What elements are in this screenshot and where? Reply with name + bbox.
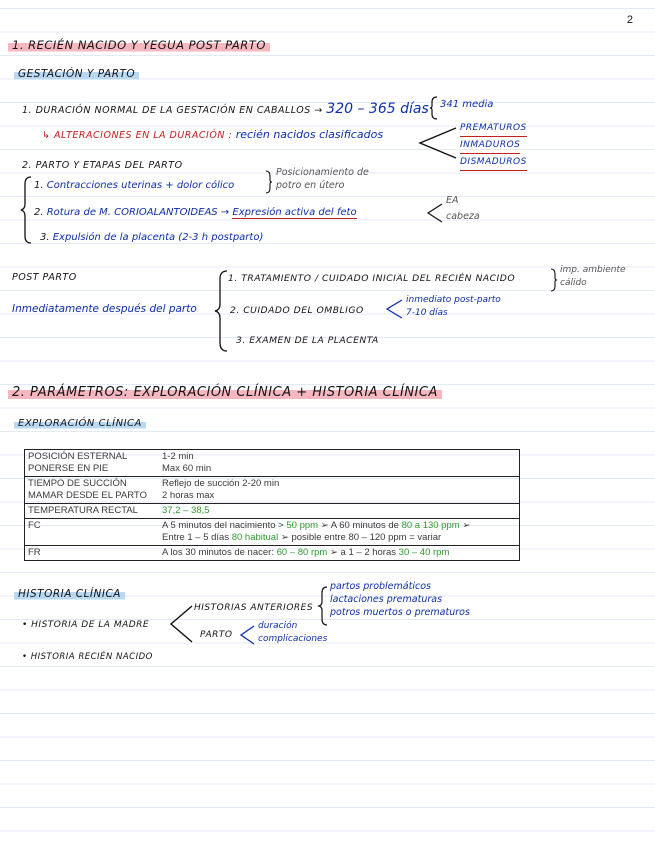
section-2-title xyxy=(8,385,442,400)
value-ponerse: Max 60 min xyxy=(162,463,212,474)
postparto-heading: POST PARTO xyxy=(12,272,77,283)
postparto-sub: Inmediatamente después del parto xyxy=(12,303,197,315)
anteriores-item-2: lactaciones prematuras xyxy=(330,594,443,605)
duracion-line xyxy=(22,101,429,117)
ea-note-1: EA xyxy=(446,195,459,206)
etapa-2 xyxy=(34,207,357,218)
table-label-cell xyxy=(25,450,160,477)
posicion-note xyxy=(276,166,369,192)
temp-note xyxy=(560,264,626,290)
historia-recien: • HISTORIA RECIÉN NACIDO xyxy=(22,652,153,662)
parto-list xyxy=(258,620,327,646)
value-fc-line-1 xyxy=(162,520,516,532)
media-note: 341 media xyxy=(440,99,494,110)
label-ponerse: PONERSE EN PIE xyxy=(28,463,109,474)
fc2-pre: Entre 1 – 5 días xyxy=(162,532,230,543)
table-value-cell xyxy=(159,546,520,561)
postparto-item-3-text: EXAMEN DE LA PLACENTA xyxy=(249,335,379,346)
parto-arrow xyxy=(238,624,256,646)
label-succion: TIEMPO DE SUCCIÓN xyxy=(28,478,127,489)
gestacion-heading-text: GESTACIÓN Y PARTO xyxy=(14,68,139,80)
ombligo-note-2: 7-10 días xyxy=(406,308,448,318)
historia-heading-text: HISTORIA CLÍNICA xyxy=(14,588,125,600)
table-row xyxy=(25,546,520,561)
fc1-a: 50 ppm xyxy=(286,520,319,531)
anteriores-item-1: partos problemáticos xyxy=(330,581,431,592)
label-temperatura: TEMPERATURA RECTAL xyxy=(25,504,160,519)
historias-anteriores: HISTORIAS ANTERIORES xyxy=(194,603,314,613)
temp-note-1: imp. ambiente xyxy=(560,265,626,275)
label-fc: FC xyxy=(25,519,160,546)
ombligo-note-1: inmediato post-parto xyxy=(406,295,501,305)
value-posicion: 1-2 min xyxy=(162,451,194,462)
duracion-value: 320 – 365 días xyxy=(326,101,429,117)
table-value-cell xyxy=(159,450,520,477)
postparto-item-2-num: 2. xyxy=(230,305,240,316)
posicion-note-2: potro en útero xyxy=(276,180,345,191)
postparto-item-3-num: 3. xyxy=(236,335,246,346)
historia-heading xyxy=(14,588,125,600)
etapa-3 xyxy=(40,232,263,243)
exploracion-heading xyxy=(14,418,146,429)
clasif-arrow xyxy=(418,125,458,161)
etapa-1 xyxy=(34,180,234,191)
alteraciones-text: recién nacidos clasificados xyxy=(235,128,384,141)
madre-arrow xyxy=(168,604,194,644)
fr-a: 60 – 80 rpm xyxy=(276,547,328,558)
fc1-pre: A 5 minutos del nacimiento > xyxy=(162,520,284,531)
postparto-item-2-text: CUIDADO DEL OMBLIGO xyxy=(243,305,364,316)
clasif-dismaduros: DISMADUROS xyxy=(460,154,527,171)
ea-note xyxy=(446,193,480,225)
historia-parto: PARTO xyxy=(200,630,233,640)
value-temperatura: 37,2 – 38,5 xyxy=(159,504,520,519)
temp-note-2: cálido xyxy=(560,278,587,288)
posicion-note-1: Posicionamiento de xyxy=(276,167,369,178)
table-row xyxy=(25,504,520,519)
temp-brace xyxy=(550,268,558,292)
section-2-title-text: 2. PARÁMETROS: EXPLORACIÓN CLÍNICA + HISTORIA CLÍNICA xyxy=(8,385,442,400)
fr-pre: A los 30 minutos de nacer: xyxy=(162,547,274,558)
parto-item-2: complicaciones xyxy=(258,634,328,644)
table-value-cell xyxy=(159,519,520,546)
ombligo-note xyxy=(406,294,501,320)
postparto-item-1-text: TRATAMIENTO / CUIDADO INICIAL DEL RECIÉN NACIDO xyxy=(241,273,516,284)
section-1-title xyxy=(8,38,270,52)
table-row xyxy=(25,450,520,477)
ombligo-arrow xyxy=(384,298,404,320)
table-label-cell xyxy=(25,477,160,504)
etapa-1-text: Contracciones uterinas + dolor cólico xyxy=(46,180,235,191)
etapa-2-extra: Expresión activa del feto xyxy=(232,207,357,218)
value-succion: Reflejo de succión 2-20 min xyxy=(162,478,280,489)
media-brace xyxy=(430,96,438,120)
label-mamar: MAMAR DESDE EL PARTO xyxy=(28,490,147,501)
fc1-mid: ➢ A 60 minutos de xyxy=(320,520,399,531)
historia-madre: • HISTORIA DE LA MADRE xyxy=(22,620,150,630)
value-fc-line-2 xyxy=(162,532,516,544)
fr-b: 30 – 40 rpm xyxy=(398,547,450,558)
page-number: 2 xyxy=(626,14,633,26)
ea-arrow xyxy=(426,202,444,224)
gestacion-heading xyxy=(14,68,139,80)
etapa-1-num: 1. xyxy=(34,180,44,191)
postparto-item-3 xyxy=(236,335,379,346)
clasif-list xyxy=(460,120,527,171)
value-mamar: 2 horas max xyxy=(162,490,215,501)
etapa-3-text: Expulsión de la placenta (2-3 h postparto) xyxy=(52,232,264,243)
table-value-cell xyxy=(159,477,520,504)
etapas-brace xyxy=(20,176,32,244)
label-fr: FR xyxy=(25,546,160,561)
postparto-brace xyxy=(214,270,228,352)
exploracion-table xyxy=(24,449,520,561)
label-posicion: POSICIÓN ESTERNAL xyxy=(28,451,128,462)
parto-title: 2. PARTO Y ETAPAS DEL PARTO xyxy=(22,160,183,171)
ea-note-2: cabeza xyxy=(446,211,480,222)
section-1-title-text: 1. RECIÉN NACIDO Y YEGUA POST PARTO xyxy=(8,38,270,52)
table-row xyxy=(25,519,520,546)
duracion-prefix: 1. DURACIÓN NORMAL DE LA GESTACIÓN EN CABALLOS → xyxy=(22,105,323,116)
clasif-prematuros: PREMATUROS xyxy=(460,120,527,137)
fr-mid: ➢ a 1 – 2 horas xyxy=(329,547,397,558)
anteriores-item-3: potros muertos o prematuros xyxy=(330,607,470,618)
postparto-item-1-num: 1. xyxy=(228,273,238,284)
anteriores-list xyxy=(330,580,470,619)
fc1-end: ➢ xyxy=(462,520,471,531)
postparto-item-2 xyxy=(230,305,364,316)
etapa-3-num: 3. xyxy=(40,232,50,243)
etapa-2-text: Rotura de M. CORIOALANTOIDEAS → xyxy=(46,207,230,218)
clasif-inmaduros: INMADUROS xyxy=(460,137,520,154)
fc1-b: 80 a 130 ppm xyxy=(401,520,460,531)
alteraciones-prefix: ↳ ALTERACIONES EN LA DURACIÓN : xyxy=(42,130,233,141)
exploracion-heading-text: EXPLORACIÓN CLÍNICA xyxy=(14,418,146,429)
table-row xyxy=(25,477,520,504)
fc2-a: 80 habitual xyxy=(231,532,279,543)
fc2-end: ➢ posible entre 80 – 120 ppm = variar xyxy=(280,532,442,543)
postparto-item-1 xyxy=(228,273,515,284)
etapa-2-num: 2. xyxy=(34,207,44,218)
alteraciones-line xyxy=(42,128,383,141)
posicion-brace xyxy=(265,170,273,194)
parto-item-1: duración xyxy=(258,621,298,631)
